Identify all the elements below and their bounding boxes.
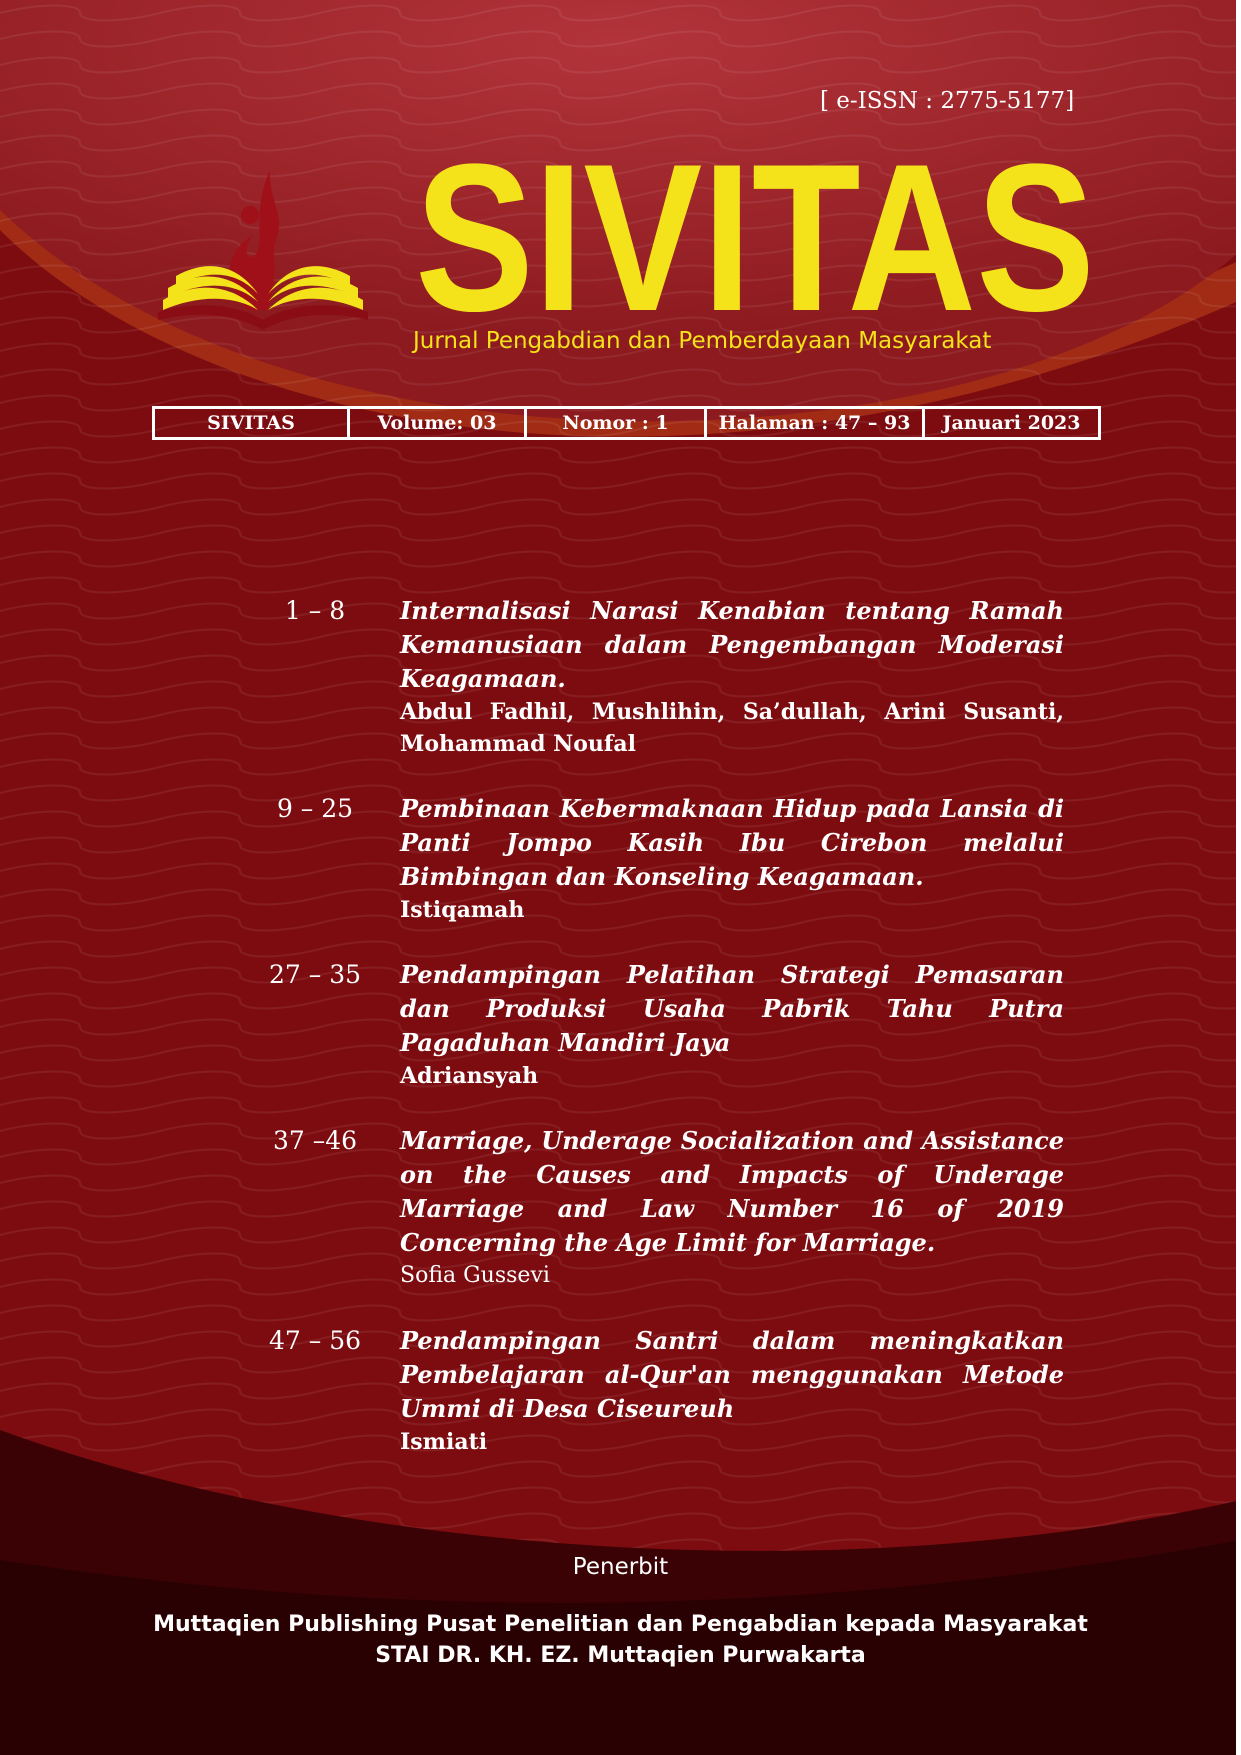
issn-label: [ e-ISSN : 2775-5177] xyxy=(820,88,1075,114)
toc-entry xyxy=(240,594,1070,760)
publisher-name: Muttaqien Publishing Pusat Penelitian dan Pengabdian kepada Masyarakat xyxy=(153,1612,1088,1637)
article-title: Internalisasi Narasi Kenabian tentang Ramah Kemanusiaan dalam Pengembangan Moderasi Keagamaan. xyxy=(400,596,1064,693)
article-authors: Ismiati xyxy=(400,1429,488,1455)
issue-volume: Volume: 03 xyxy=(350,409,527,437)
journal-title-text: SIVITAS xyxy=(415,150,1095,325)
journal-subtitle: Jurnal Pengabdian dan Pemberdayaan Masyarakat xyxy=(413,328,992,354)
table-of-contents xyxy=(240,594,1070,1490)
toc-page-range: 1 – 8 xyxy=(284,596,346,625)
article-title: Pendampingan Pelatihan Strategi Pemasaran dan Produksi Usaha Pabrik Tahu Putra Pagaduhan Mandiri Jaya xyxy=(400,960,1064,1057)
article-authors: Abdul Fadhil, Mushlihin, Sa’dullah, Arini Susanti, Mohammad Noufal xyxy=(400,699,1064,757)
toc-entry xyxy=(240,1324,1070,1458)
publisher-label: Penerbit xyxy=(572,1554,669,1580)
toc-page-range: 27 – 35 xyxy=(268,960,362,989)
issue-journal: SIVITAS xyxy=(155,409,350,437)
article-title: Marriage, Underage Socialization and Assistance on the Causes and Impacts of Underage Marriage and Law Number 16 of 2019 Concerning the Age Limit for Marriage. xyxy=(400,1126,1064,1257)
article-authors: Sofia Gussevi xyxy=(400,1263,550,1288)
toc-page-range: 37 –46 xyxy=(272,1126,358,1155)
article-authors: Adriansyah xyxy=(400,1063,539,1089)
book-flame-logo-icon xyxy=(158,160,368,360)
toc-entry xyxy=(240,792,1070,926)
journal-title xyxy=(410,150,1100,325)
issue-info-bar xyxy=(152,406,1101,440)
toc-page-range: 47 – 56 xyxy=(268,1326,362,1355)
article-title: Pendampingan Santri dalam meningkatkan Pembelajaran al-Qur'an menggunakan Metode Ummi di Desa Ciseureuh xyxy=(400,1326,1064,1423)
toc-page-range: 9 – 25 xyxy=(276,794,354,823)
issue-date: Januari 2023 xyxy=(942,412,1081,434)
article-title: Pembinaan Kebermaknaan Hidup pada Lansia di Panti Jompo Kasih Ibu Cirebon melalui Bimbingan dan Konseling Keagamaan. xyxy=(400,794,1064,891)
issue-number: Nomor : 1 xyxy=(527,409,707,437)
toc-entry xyxy=(240,958,1070,1092)
article-authors: Istiqamah xyxy=(400,897,525,923)
toc-entry xyxy=(240,1124,1070,1292)
publisher-institution: STAI DR. KH. EZ. Muttaqien Purwakarta xyxy=(375,1643,866,1668)
issue-pages: Halaman : 47 – 93 xyxy=(707,409,925,437)
